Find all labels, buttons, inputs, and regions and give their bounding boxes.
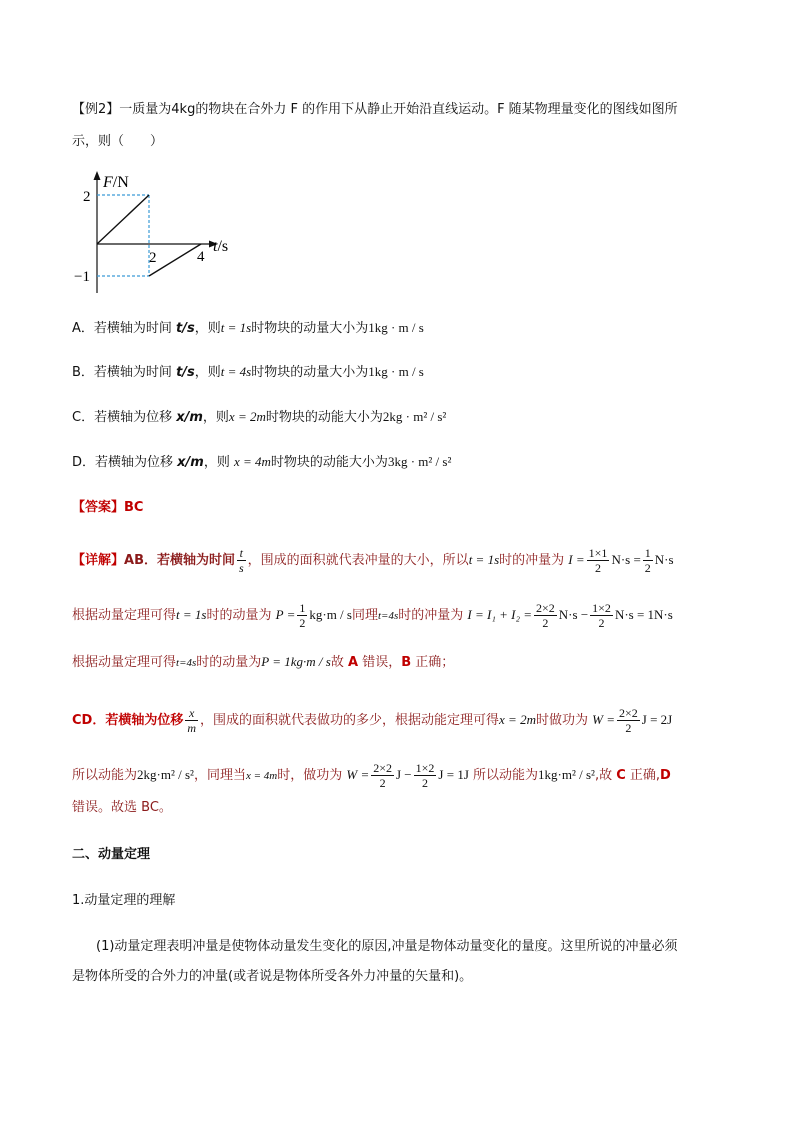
detail-l4-end: J = 2J bbox=[641, 712, 673, 727]
detail-l2-frac: $\frac{1}{2}$ bbox=[299, 601, 306, 630]
detail-l1b: ，围成的面积就代表冲量的大小，所以 bbox=[247, 553, 469, 568]
section-paragraph-2: 是物体所受的合外力的冲量(或者说是物体所受各外力冲量的矢量和)。 bbox=[72, 969, 473, 984]
detail-l3-cond: t=4s bbox=[176, 657, 197, 669]
detail-l2-cond2: t=4s bbox=[378, 610, 399, 622]
detail-l2-minus: N·s − bbox=[558, 607, 589, 622]
option-d-value: 3kg · m² / s² bbox=[387, 454, 452, 469]
detail-l1-frac: $\frac{t}{s}$ bbox=[239, 546, 244, 575]
detail-l3b: 时的动量为 bbox=[196, 655, 262, 670]
series-segment-2 bbox=[149, 244, 201, 276]
x-tick-2: 2 bbox=[149, 250, 157, 266]
option-b-prefix: B．若横轴为时间 bbox=[72, 365, 177, 380]
detail-l2-end: N·s = 1N·s bbox=[614, 607, 673, 622]
detail-l2-eq2: I = I₁ + I₂ = bbox=[467, 607, 533, 622]
x-axis-label: t/s bbox=[213, 238, 229, 255]
option-b-text: 时物块的动量大小为 bbox=[251, 365, 369, 380]
force-graph bbox=[70, 168, 240, 300]
option-c-unit: x/m bbox=[176, 410, 203, 425]
option-a-mid: ，则 bbox=[194, 321, 221, 336]
detail-l3e: 正确； bbox=[411, 655, 455, 670]
detail-line-1 bbox=[72, 546, 674, 575]
detail-l5-C: C bbox=[616, 768, 626, 783]
detail-line-6 bbox=[72, 798, 172, 818]
option-b-mid: ，则 bbox=[194, 365, 221, 380]
x-tick-4: 4 bbox=[197, 249, 205, 265]
detail-l4-cond: x = 2m bbox=[499, 712, 536, 727]
detail-l5c: 时，做功为 bbox=[277, 768, 343, 783]
detail-l3d: 错误， bbox=[358, 655, 402, 670]
detail-l3-A: A bbox=[348, 655, 359, 670]
detail-l1-eq: I = bbox=[568, 552, 585, 567]
detail-line-2 bbox=[72, 601, 673, 630]
option-d-mid: ，则 bbox=[203, 455, 234, 470]
y-axis-arrow bbox=[94, 171, 101, 180]
detail-l5-val: 2kg·m² / s² bbox=[137, 767, 194, 782]
section-subheading: 1.动量定理的理解 bbox=[72, 893, 176, 908]
option-c bbox=[72, 407, 446, 428]
question-text-2: 示，则（ ） bbox=[72, 134, 164, 149]
detail-l5b: ，同理当 bbox=[193, 768, 246, 783]
detail-l1-mid: N·s = bbox=[611, 552, 641, 567]
detail-l5-eq: W = bbox=[346, 767, 370, 782]
detail-l1c: 时的冲量为 bbox=[499, 553, 565, 568]
answer-label: 【答案】 bbox=[72, 500, 125, 515]
detail-l5-cond: x = 4m bbox=[245, 770, 278, 782]
detail-l5-frac1: $\frac{2\times 2}{2}$ bbox=[373, 761, 392, 790]
option-b bbox=[72, 362, 424, 383]
detail-l1-frac1: $\frac{1\times 1}{2}$ bbox=[588, 546, 608, 575]
y-tick-bottom: −1 bbox=[74, 269, 90, 285]
y-tick-top: 2 bbox=[83, 189, 91, 205]
detail-l4c: 时做功为 bbox=[535, 713, 588, 728]
question-line-2 bbox=[72, 132, 163, 152]
detail-l1a: AB．若横轴为时间 bbox=[124, 553, 235, 568]
option-d-prefix: D．若横轴为位移 bbox=[72, 455, 178, 470]
option-a-text: 时物块的动量大小为 bbox=[251, 321, 369, 336]
detail-l2b: 时的动量为 bbox=[206, 608, 272, 623]
series-segment-1 bbox=[97, 195, 149, 244]
option-c-prefix: C．若横轴为位移 bbox=[72, 410, 177, 425]
option-a-prefix: A．若横轴为时间 bbox=[72, 321, 177, 336]
detail-l3-eq: P = 1kg·m / s bbox=[261, 654, 331, 669]
detail-l6: 错误。故选 BC。 bbox=[72, 800, 172, 815]
option-b-unit: t/s bbox=[176, 365, 195, 380]
detail-l2-eq: P = bbox=[275, 607, 296, 622]
detail-l2a: 根据动量定理可得 bbox=[72, 608, 177, 623]
detail-l4-frac: $\frac{x}{m}$ bbox=[187, 706, 197, 735]
detail-l5e: ,故 bbox=[594, 768, 617, 783]
detail-l3a: 根据动量定理可得 bbox=[72, 655, 177, 670]
y-axis-label: F/N bbox=[103, 174, 129, 191]
detail-l5f: 正确, bbox=[625, 768, 661, 783]
detail-l4-frac2: $\frac{2\times 2}{2}$ bbox=[618, 706, 638, 735]
option-a-cond: t = 1s bbox=[220, 320, 252, 335]
section-paragraph-1: (1)动量定理表明冲量是使物体动量发生变化的原因,冲量是物体动量变化的量度。这里所说的冲量必须 bbox=[96, 939, 678, 954]
detail-l2d: 时的冲量为 bbox=[398, 608, 464, 623]
detail-line-4 bbox=[72, 706, 672, 735]
detail-l2-frac2: $\frac{2\times 2}{2}$ bbox=[536, 601, 555, 630]
answer-value: BC bbox=[124, 500, 144, 515]
question-tag: 【例2】 bbox=[72, 102, 120, 117]
detail-l3-B: B bbox=[401, 655, 412, 670]
detail-l5-end: J = 1J bbox=[438, 767, 469, 782]
option-a-value: 1kg · m / s bbox=[368, 320, 424, 335]
option-d bbox=[72, 452, 451, 473]
question-line-1 bbox=[72, 100, 678, 120]
detail-l1-cond: t = 1s bbox=[468, 552, 500, 567]
detail-l2c: 同理 bbox=[351, 608, 378, 623]
detail-l5-minus: J − bbox=[396, 767, 412, 782]
detail-l2-unit: kg·m / s bbox=[309, 607, 352, 622]
detail-l4a: CD．若横轴为位移 bbox=[72, 713, 184, 728]
detail-l2-cond: t = 1s bbox=[176, 607, 207, 622]
detail-l4-eq: W = bbox=[592, 712, 615, 727]
option-d-text: 时物块的动能大小为 bbox=[270, 455, 388, 470]
option-c-value: 2kg · m² / s² bbox=[382, 409, 447, 424]
option-a bbox=[72, 318, 424, 339]
option-c-cond: x = 2m bbox=[228, 409, 266, 424]
option-d-unit: x/m bbox=[177, 455, 204, 470]
option-c-mid: ，则 bbox=[202, 410, 229, 425]
detail-l5-D: D bbox=[660, 768, 671, 783]
detail-line-3 bbox=[72, 652, 454, 673]
question-text-1: 一质量为4kg的物块在合外力 F 的作用下从静止开始沿直线运动。F 随某物理量变化的图线如图所 bbox=[119, 102, 678, 117]
option-a-unit: t/s bbox=[176, 321, 195, 336]
detail-line-5 bbox=[72, 761, 671, 790]
detail-l5d: 所以动能为 bbox=[473, 768, 539, 783]
option-d-cond: x = 4m bbox=[233, 454, 271, 469]
detail-l5a: 所以动能为 bbox=[72, 768, 138, 783]
detail-l2-frac3: $\frac{1\times 2}{2}$ bbox=[592, 601, 611, 630]
detail-l4b: ，围成的面积就代表做功的多少，根据动能定理可得 bbox=[200, 713, 500, 728]
detail-l1-end: N·s bbox=[654, 552, 674, 567]
option-b-cond: t = 4s bbox=[220, 364, 252, 379]
section-heading: 二、动量定理 bbox=[72, 847, 151, 862]
detail-l3c: 故 bbox=[330, 655, 348, 670]
option-c-text: 时物块的动能大小为 bbox=[265, 410, 383, 425]
detail-label: 【详解】 bbox=[72, 553, 125, 568]
answer bbox=[72, 498, 143, 518]
option-b-value: 1kg · m / s bbox=[368, 364, 424, 379]
detail-l1-frac2: $\frac{1}{2}$ bbox=[644, 546, 651, 575]
detail-l5-val2: 1kg·m² / s² bbox=[538, 767, 595, 782]
detail-l5-frac2: $\frac{1\times 2}{2}$ bbox=[415, 761, 435, 790]
